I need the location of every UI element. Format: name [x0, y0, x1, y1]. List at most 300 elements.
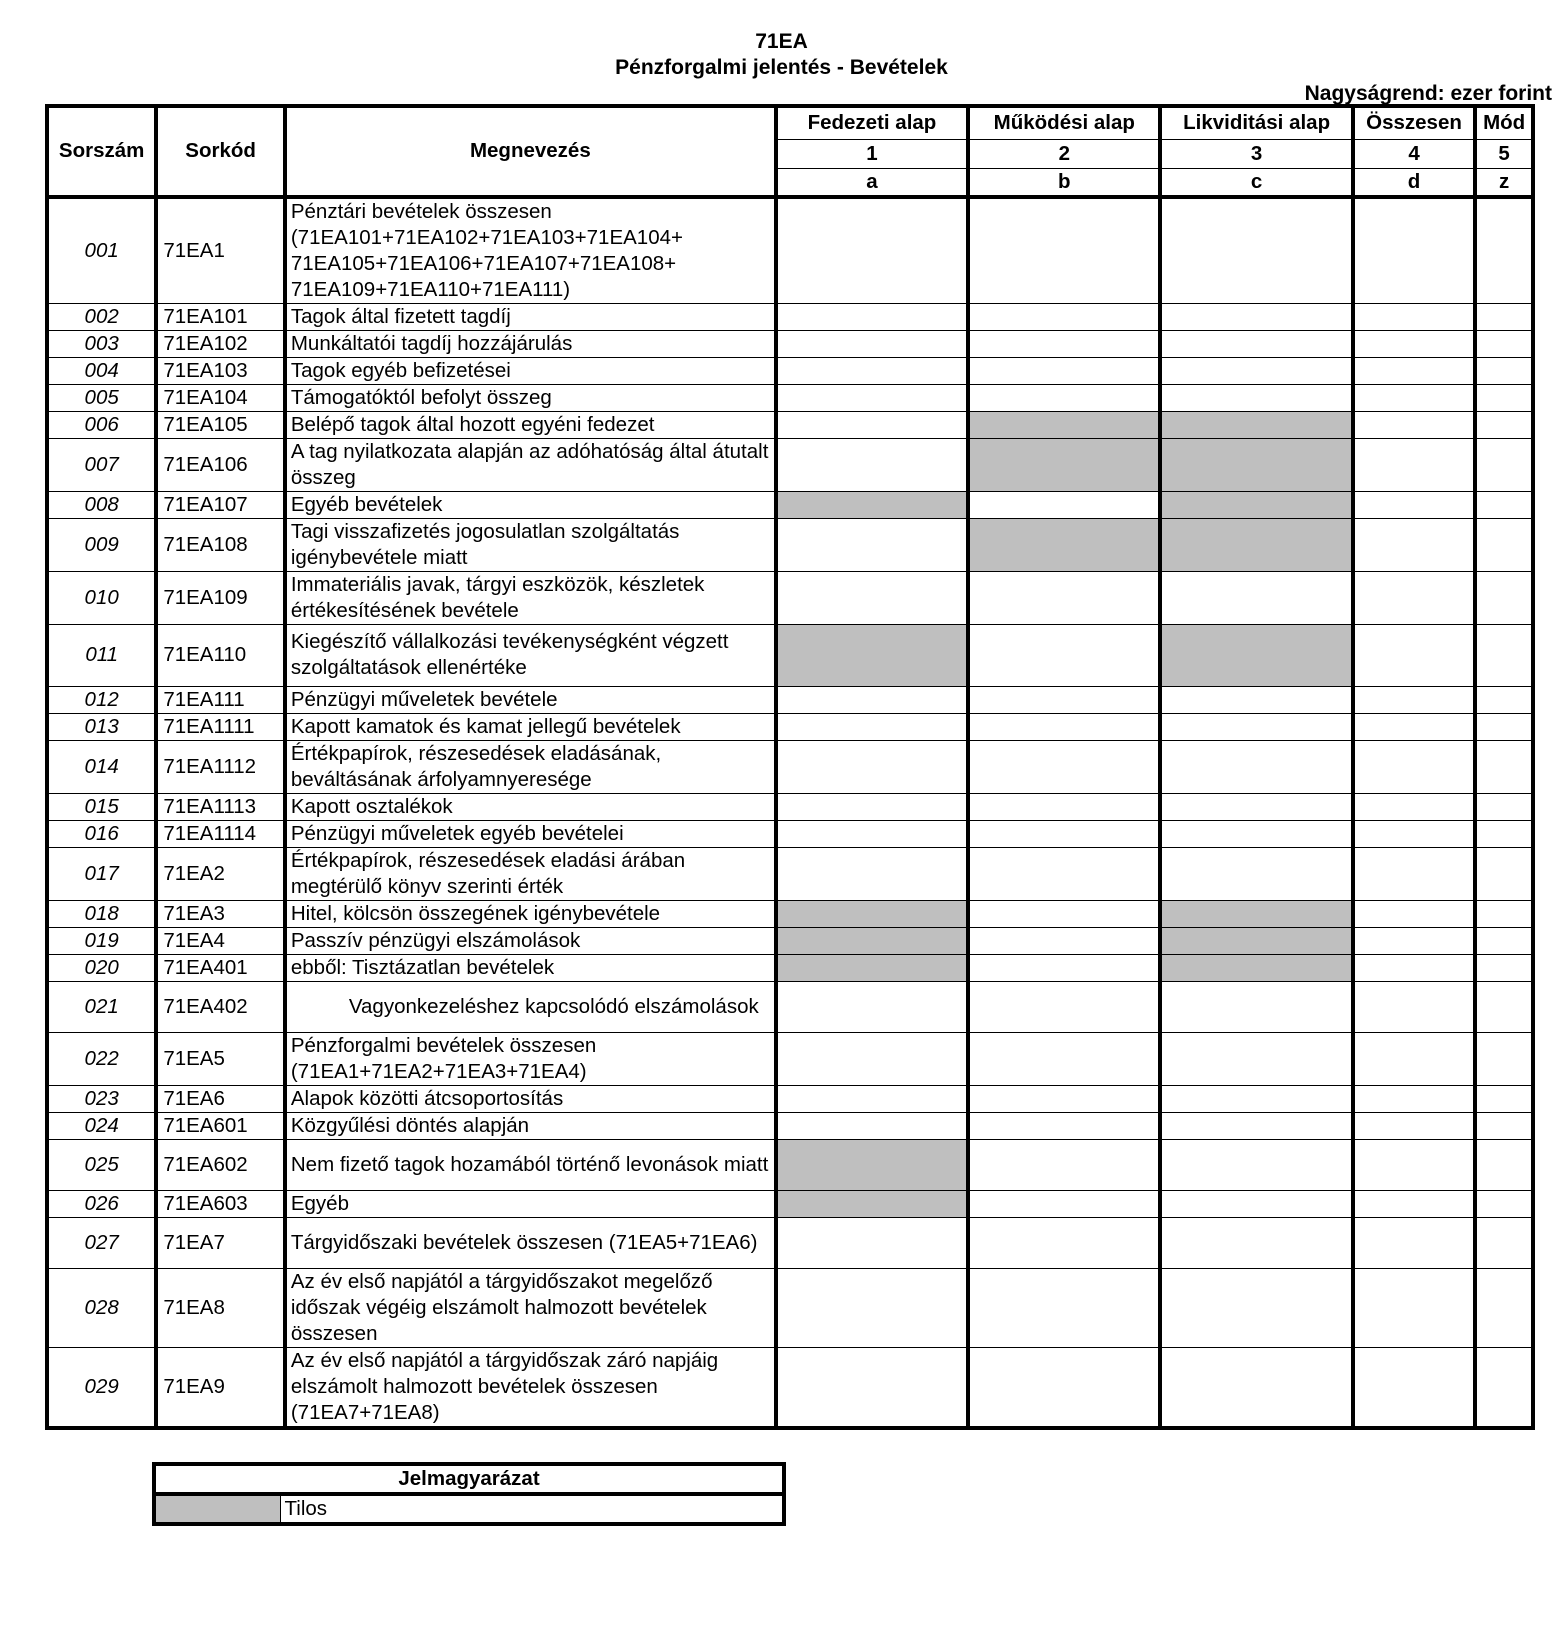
row-code: 71EA105: [156, 411, 285, 438]
value-cell[interactable]: [1160, 820, 1352, 847]
row-name: [285, 624, 776, 686]
value-cell[interactable]: [1353, 793, 1475, 820]
value-cell[interactable]: [1475, 954, 1533, 981]
value-cell[interactable]: [1475, 740, 1533, 793]
row-name: [285, 713, 776, 740]
row-number: 027: [47, 1217, 156, 1268]
row-number: 011: [47, 624, 156, 686]
value-cell[interactable]: [1160, 1139, 1352, 1190]
row-name-text: Nem fizető tagok hozamából történő levonások miatt: [290, 1152, 769, 1176]
row-code: 71EA102: [156, 330, 285, 357]
value-cell[interactable]: [1475, 411, 1533, 438]
row-name: [285, 686, 776, 713]
table-row: [47, 1190, 1533, 1217]
value-cell[interactable]: [1160, 571, 1352, 624]
value-cell[interactable]: [1475, 713, 1533, 740]
value-cell[interactable]: [1353, 438, 1475, 491]
row-code: 71EA101: [156, 303, 285, 330]
value-cell[interactable]: [776, 357, 968, 384]
value-cell[interactable]: [1353, 330, 1475, 357]
table-row: [47, 1032, 1533, 1085]
row-code: 71EA1114: [156, 820, 285, 847]
value-cell[interactable]: [968, 330, 1160, 357]
value-cell[interactable]: [968, 491, 1160, 518]
row-name: [285, 793, 776, 820]
value-cell[interactable]: [1475, 1190, 1533, 1217]
row-name-text: Tagok által fizetett tagdíj: [290, 304, 511, 328]
row-name: [285, 847, 776, 900]
row-number: 009: [47, 518, 156, 571]
value-cell[interactable]: [1475, 571, 1533, 624]
row-name: [285, 820, 776, 847]
value-cell[interactable]: [1160, 197, 1352, 304]
table-row: [47, 900, 1533, 927]
table-row: [47, 954, 1533, 981]
value-cell[interactable]: [1160, 1268, 1352, 1347]
value-cell[interactable]: [1160, 740, 1352, 793]
table-row: [47, 686, 1533, 713]
header-num-3: 3: [1160, 139, 1352, 168]
row-name: [285, 438, 776, 491]
row-code: 71EA601: [156, 1112, 285, 1139]
row-name-text: Immateriális javak, tárgyi eszközök, készletek értékesítésének bevétele: [290, 572, 705, 622]
row-name-text: Tagok egyéb befizetései: [290, 358, 511, 382]
value-cell[interactable]: [968, 1268, 1160, 1347]
value-cell[interactable]: [968, 1217, 1160, 1268]
value-cell[interactable]: [968, 1139, 1160, 1190]
row-code: 71EA8: [156, 1268, 285, 1347]
row-code: 71EA402: [156, 981, 285, 1032]
row-number: 028: [47, 1268, 156, 1347]
value-cell[interactable]: [968, 303, 1160, 330]
forbidden-cell: [776, 624, 968, 686]
value-cell[interactable]: [1475, 357, 1533, 384]
value-cell[interactable]: [1353, 1347, 1475, 1428]
legend-table: [152, 1462, 786, 1526]
header-num-4: 4: [1353, 139, 1475, 168]
value-cell[interactable]: [1160, 1347, 1352, 1428]
value-cell[interactable]: [1475, 820, 1533, 847]
table-row: [47, 384, 1533, 411]
value-cell[interactable]: [776, 411, 968, 438]
value-cell[interactable]: [1475, 1032, 1533, 1085]
row-code: 71EA401: [156, 954, 285, 981]
row-code: 71EA109: [156, 571, 285, 624]
row-number: 003: [47, 330, 156, 357]
value-cell[interactable]: [776, 330, 968, 357]
row-number: 023: [47, 1085, 156, 1112]
row-code: 71EA106: [156, 438, 285, 491]
row-name-text: Kapott kamatok és kamat jellegű bevételek: [290, 714, 681, 738]
row-code: 71EA110: [156, 624, 285, 686]
row-number: 016: [47, 820, 156, 847]
row-name-text: Értékpapírok, részesedések eladási árában megtérülő könyv szerinti érték: [290, 848, 686, 898]
header-num-5: 5: [1475, 139, 1533, 168]
row-name-text: Tárgyidőszaki bevételek összesen (71EA5+71EA6): [290, 1230, 758, 1254]
value-cell[interactable]: [1353, 518, 1475, 571]
row-code: 71EA602: [156, 1139, 285, 1190]
table-row: [47, 1112, 1533, 1139]
header-megnevezes: Megnevezés: [285, 106, 776, 197]
value-cell[interactable]: [1353, 820, 1475, 847]
table-row: [47, 981, 1533, 1032]
row-number: 010: [47, 571, 156, 624]
value-cell[interactable]: [1475, 303, 1533, 330]
forbidden-cell: [1160, 927, 1352, 954]
row-name-text: A tag nyilatkozata alapján az adóhatóság által átutalt összeg: [290, 439, 769, 489]
row-code: 71EA108: [156, 518, 285, 571]
value-cell[interactable]: [1475, 900, 1533, 927]
row-code: 71EA107: [156, 491, 285, 518]
row-name-text: Pénzügyi műveletek bevétele: [290, 687, 558, 711]
row-name: [285, 384, 776, 411]
row-number: 007: [47, 438, 156, 491]
row-code: 71EA1111: [156, 713, 285, 740]
row-name: [285, 197, 776, 304]
row-number: 015: [47, 793, 156, 820]
legend-label-forbidden: Tilos: [280, 1494, 784, 1524]
value-cell[interactable]: [1475, 793, 1533, 820]
value-cell[interactable]: [776, 847, 968, 900]
row-code: 71EA1112: [156, 740, 285, 793]
row-name-text: Közgyűlési döntés alapján: [290, 1113, 530, 1137]
row-name-text: Pénztári bevételek összesen (71EA101+71EA102+71EA103+71EA104+ 71EA105+71EA106+71EA107+71EA108+ 71EA109+71EA110+71EA111): [290, 199, 683, 301]
value-cell[interactable]: [776, 686, 968, 713]
forbidden-cell: [1160, 900, 1352, 927]
forbidden-cell: [1160, 518, 1352, 571]
value-cell[interactable]: [776, 1085, 968, 1112]
row-code: 71EA104: [156, 384, 285, 411]
value-cell[interactable]: [968, 900, 1160, 927]
row-name-text: ebből: Tisztázatlan bevételek: [290, 955, 555, 979]
table-row: [47, 793, 1533, 820]
value-cell[interactable]: [1353, 491, 1475, 518]
forbidden-cell: [776, 954, 968, 981]
row-name-text: Értékpapírok, részesedések eladásának, beváltásának árfolyamnyeresége: [290, 741, 662, 791]
header-letter-d: d: [1353, 168, 1475, 197]
row-code: 71EA9: [156, 1347, 285, 1428]
row-number: 019: [47, 927, 156, 954]
table-row: [47, 740, 1533, 793]
value-cell[interactable]: [968, 713, 1160, 740]
value-cell[interactable]: [968, 1190, 1160, 1217]
row-code: 71EA1113: [156, 793, 285, 820]
row-name: [285, 1268, 776, 1347]
value-cell[interactable]: [776, 981, 968, 1032]
value-cell[interactable]: [1353, 927, 1475, 954]
row-name-text: Támogatóktól befolyt összeg: [290, 385, 552, 409]
value-cell[interactable]: [1160, 793, 1352, 820]
row-number: 018: [47, 900, 156, 927]
value-cell[interactable]: [1353, 847, 1475, 900]
value-cell[interactable]: [968, 1085, 1160, 1112]
value-cell[interactable]: [1353, 624, 1475, 686]
value-cell[interactable]: [776, 713, 968, 740]
unit-label: Nagyságrend: ezer forint: [1304, 82, 1552, 105]
row-name-text: Belépő tagok által hozott egyéni fedezet: [290, 412, 655, 436]
row-number: 002: [47, 303, 156, 330]
row-number: 026: [47, 1190, 156, 1217]
value-cell[interactable]: [1160, 1190, 1352, 1217]
forbidden-cell: [968, 518, 1160, 571]
table-row: [47, 1347, 1533, 1428]
row-number: 004: [47, 357, 156, 384]
value-cell[interactable]: [968, 793, 1160, 820]
row-name-text: Az év első napjától a tárgyidőszakot megelőző időszak végéig elszámolt halmozott bevételek összesen: [290, 1269, 713, 1345]
forbidden-cell: [1160, 491, 1352, 518]
value-cell[interactable]: [1475, 847, 1533, 900]
row-name: [285, 740, 776, 793]
value-cell[interactable]: [968, 927, 1160, 954]
value-cell[interactable]: [1475, 1112, 1533, 1139]
table-row: [47, 927, 1533, 954]
table-row: [47, 411, 1533, 438]
row-number: 029: [47, 1347, 156, 1428]
row-number: 021: [47, 981, 156, 1032]
value-cell[interactable]: [1475, 1085, 1533, 1112]
table-row: [47, 847, 1533, 900]
row-name: [285, 954, 776, 981]
value-cell[interactable]: [968, 1347, 1160, 1428]
value-cell[interactable]: [1160, 1112, 1352, 1139]
value-cell[interactable]: [776, 438, 968, 491]
row-name-text: Munkáltatói tagdíj hozzájárulás: [290, 331, 573, 355]
legend-title: Jelmagyarázat: [154, 1464, 784, 1494]
row-code: 71EA103: [156, 357, 285, 384]
value-cell[interactable]: [776, 1268, 968, 1347]
value-cell[interactable]: [1160, 1217, 1352, 1268]
header-mukodesi-alap: Működési alap: [968, 106, 1160, 139]
value-cell[interactable]: [1160, 847, 1352, 900]
value-cell[interactable]: [1353, 1139, 1475, 1190]
value-cell[interactable]: [1353, 1217, 1475, 1268]
header-sorszam: Sorszám: [47, 106, 156, 197]
forbidden-cell: [1160, 438, 1352, 491]
value-cell[interactable]: [1353, 740, 1475, 793]
value-cell[interactable]: [1160, 686, 1352, 713]
row-code: 71EA7: [156, 1217, 285, 1268]
value-cell[interactable]: [1160, 713, 1352, 740]
value-cell[interactable]: [1475, 384, 1533, 411]
forbidden-cell: [1160, 954, 1352, 981]
value-cell[interactable]: [1353, 1190, 1475, 1217]
row-code: 71EA5: [156, 1032, 285, 1085]
row-name: [285, 1190, 776, 1217]
value-cell[interactable]: [1353, 954, 1475, 981]
value-cell[interactable]: [776, 820, 968, 847]
row-name: [285, 571, 776, 624]
value-cell[interactable]: [776, 384, 968, 411]
report-title: Pénzforgalmi jelentés - Bevételek: [615, 56, 948, 79]
row-number: 022: [47, 1032, 156, 1085]
table-row: [47, 1139, 1533, 1190]
row-name-text: Pénzforgalmi bevételek összesen (71EA1+71EA2+71EA3+71EA4): [290, 1033, 597, 1083]
header-letter-b: b: [968, 168, 1160, 197]
row-code: 71EA1: [156, 197, 285, 304]
forbidden-cell: [776, 927, 968, 954]
value-cell[interactable]: [1353, 571, 1475, 624]
header-osszesen: Összesen: [1353, 106, 1475, 139]
value-cell[interactable]: [776, 197, 968, 304]
header-mod: Mód: [1475, 106, 1533, 139]
row-code: 71EA3: [156, 900, 285, 927]
row-name: [285, 303, 776, 330]
value-cell[interactable]: [968, 981, 1160, 1032]
forbidden-cell: [776, 491, 968, 518]
table-row: [47, 1217, 1533, 1268]
value-cell[interactable]: [1475, 1268, 1533, 1347]
value-cell[interactable]: [1475, 1139, 1533, 1190]
table-row: [47, 518, 1533, 571]
value-cell[interactable]: [1353, 713, 1475, 740]
row-name-text: Tagi visszafizetés jogosulatlan szolgáltatás igénybevétele miatt: [290, 519, 680, 569]
value-cell[interactable]: [776, 793, 968, 820]
value-cell[interactable]: [968, 571, 1160, 624]
table-row: [47, 1268, 1533, 1347]
value-cell[interactable]: [1475, 491, 1533, 518]
value-cell[interactable]: [1160, 1032, 1352, 1085]
value-cell[interactable]: [1353, 1268, 1475, 1347]
value-cell[interactable]: [968, 847, 1160, 900]
row-name-text: Kiegészítő vállalkozási tevékenységként végzett szolgáltatások ellenértéke: [290, 630, 729, 679]
table-row: [47, 491, 1533, 518]
value-cell[interactable]: [776, 518, 968, 571]
value-cell[interactable]: [1353, 384, 1475, 411]
table-row: [47, 571, 1533, 624]
row-number: 024: [47, 1112, 156, 1139]
row-number: 006: [47, 411, 156, 438]
value-cell[interactable]: [1475, 518, 1533, 571]
value-cell[interactable]: [1353, 1112, 1475, 1139]
header-letter-a: a: [776, 168, 968, 197]
value-cell[interactable]: [776, 303, 968, 330]
value-cell[interactable]: [1475, 624, 1533, 686]
table-row: [47, 820, 1533, 847]
value-cell[interactable]: [776, 1217, 968, 1268]
table-row: [47, 624, 1533, 686]
row-name: [285, 1032, 776, 1085]
row-name-text: Egyéb bevételek: [290, 492, 443, 516]
value-cell[interactable]: [776, 740, 968, 793]
value-cell[interactable]: [968, 357, 1160, 384]
row-name: [285, 411, 776, 438]
value-cell[interactable]: [1160, 384, 1352, 411]
value-cell[interactable]: [968, 384, 1160, 411]
value-cell[interactable]: [1475, 1217, 1533, 1268]
value-cell[interactable]: [1353, 357, 1475, 384]
value-cell[interactable]: [776, 1032, 968, 1085]
value-cell[interactable]: [776, 1347, 968, 1428]
value-cell[interactable]: [1353, 197, 1475, 304]
row-number: 020: [47, 954, 156, 981]
row-number: 001: [47, 197, 156, 304]
table-row: [47, 197, 1533, 304]
revenue-table: [45, 104, 1535, 1430]
forbidden-cell: [776, 1190, 968, 1217]
value-cell[interactable]: [1353, 303, 1475, 330]
forbidden-cell: [1160, 411, 1352, 438]
row-code: 71EA6: [156, 1085, 285, 1112]
value-cell[interactable]: [1353, 686, 1475, 713]
row-name-text: Kapott osztalékok: [290, 794, 453, 818]
value-cell[interactable]: [1160, 330, 1352, 357]
value-cell[interactable]: [1160, 981, 1352, 1032]
value-cell[interactable]: [968, 197, 1160, 304]
value-cell[interactable]: [776, 1112, 968, 1139]
row-code: 71EA4: [156, 927, 285, 954]
value-cell[interactable]: [968, 686, 1160, 713]
table-row: [47, 713, 1533, 740]
row-name: [285, 900, 776, 927]
value-cell[interactable]: [968, 740, 1160, 793]
value-cell[interactable]: [1475, 686, 1533, 713]
value-cell[interactable]: [1353, 1085, 1475, 1112]
header-sorkod: Sorkód: [156, 106, 285, 197]
value-cell[interactable]: [1475, 981, 1533, 1032]
row-name: [285, 518, 776, 571]
forbidden-cell: [1160, 624, 1352, 686]
row-name: [285, 1217, 776, 1268]
table-row: [47, 330, 1533, 357]
value-cell[interactable]: [1353, 1032, 1475, 1085]
value-cell[interactable]: [968, 624, 1160, 686]
row-name: [285, 1347, 776, 1428]
forbidden-cell: [776, 1139, 968, 1190]
header-likviditasi-alap: Likviditási alap: [1160, 106, 1352, 139]
value-cell[interactable]: [1475, 330, 1533, 357]
value-cell[interactable]: [1475, 438, 1533, 491]
value-cell[interactable]: [1353, 411, 1475, 438]
row-name: [285, 1139, 776, 1190]
row-number: 008: [47, 491, 156, 518]
row-name-text: Az év első napjától a tárgyidőszak záró napjáig elszámolt halmozott bevételek összesen (71EA7+71EA8): [290, 1348, 719, 1424]
row-number: 017: [47, 847, 156, 900]
row-name: [285, 981, 776, 1032]
value-cell[interactable]: [1160, 1085, 1352, 1112]
row-code: 71EA603: [156, 1190, 285, 1217]
row-name: [285, 357, 776, 384]
value-cell[interactable]: [1353, 981, 1475, 1032]
value-cell[interactable]: [968, 1112, 1160, 1139]
row-name-text: Egyéb: [290, 1191, 349, 1215]
value-cell[interactable]: [1160, 303, 1352, 330]
forbidden-cell: [968, 438, 1160, 491]
value-cell[interactable]: [1475, 927, 1533, 954]
header-letter-c: c: [1160, 168, 1352, 197]
value-cell[interactable]: [1475, 1347, 1533, 1428]
row-name: [285, 1085, 776, 1112]
value-cell[interactable]: [776, 571, 968, 624]
row-name-text: Passzív pénzügyi elszámolások: [290, 928, 581, 952]
value-cell[interactable]: [968, 820, 1160, 847]
legend-swatch-forbidden: [154, 1494, 280, 1524]
row-name: [285, 1112, 776, 1139]
value-cell[interactable]: [968, 1032, 1160, 1085]
row-name: [285, 927, 776, 954]
forbidden-cell: [776, 900, 968, 927]
value-cell[interactable]: [968, 954, 1160, 981]
row-code: 71EA2: [156, 847, 285, 900]
value-cell[interactable]: [1160, 357, 1352, 384]
report-code: 71EA: [755, 30, 808, 53]
value-cell[interactable]: [1475, 197, 1533, 304]
row-code: 71EA111: [156, 686, 285, 713]
row-name-text: Vagyonkezeléshez kapcsolódó elszámolások: [348, 994, 759, 1018]
row-name: [285, 330, 776, 357]
value-cell[interactable]: [1353, 900, 1475, 927]
table-row: [47, 438, 1533, 491]
row-number: 025: [47, 1139, 156, 1190]
